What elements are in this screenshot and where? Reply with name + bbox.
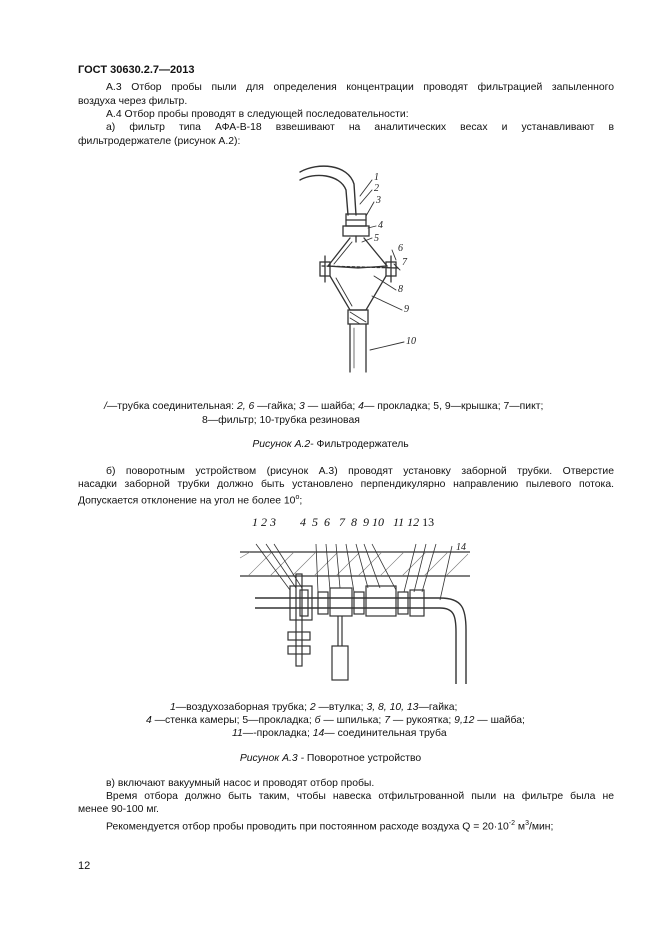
figure-a3-caption: Рисунок А.3 - Поворотное устройство <box>239 753 422 764</box>
callout-4: 4 <box>378 220 383 231</box>
page-number: 12 <box>78 860 91 872</box>
paragraph-b-tolerance: Допускается отклонение на угол не более $10^о$; <box>78 494 303 507</box>
callout-2: 2 <box>374 183 379 194</box>
figure-a3-legend-line3: 11—-прокладка; 14— соединительная трубa <box>232 728 447 739</box>
callout-6: 6 <box>398 243 403 254</box>
paragraph-a4a-cont: фильтродержателе (рисунок А.2): <box>78 136 241 147</box>
paragraph-time: Время отбора должно быть таким, чтобы навеска отфильтрованной пыли на фильтре была не <box>106 791 614 802</box>
figure-a3-drawing <box>0 534 661 684</box>
paragraph-a4a: а) фильтр типа АФА-В-18 взвешивают на аналитических весах и устанавливают в <box>106 122 614 133</box>
figure-a2-drawing <box>0 150 661 410</box>
callout-10: 10 <box>406 336 416 347</box>
callout-1: 1 <box>374 172 379 183</box>
callout-14: 14 <box>456 542 466 553</box>
paragraph-time-cont: менее 90-100 мг. <box>78 804 159 815</box>
callout-7: 7 <box>402 257 407 268</box>
callout-5: 5 <box>374 233 379 244</box>
figure-a3-legend-line2: 4 —стенка камеры; 5—прокладка; б — шпилька; 7 — рукоятка; 9,12 — шайба; <box>146 715 525 726</box>
callout-8: 8 <box>398 284 403 295</box>
figure-a2-legend-line1: /—трубка соединительная: 2, 6 —гайка; 3 — шайба; 4— прокладка; 5, 9—крышка; 7—пикт; <box>104 401 544 412</box>
figure-a3-top-numbers: 1 2 3 4 5 6 7 8 9 10 11 12 13 <box>252 515 435 529</box>
paragraph-flow: Рекомендуется отбор пробы проводить при постоянном расходе воздуха $Q = 20\cdot 10^{-2}$ $м^3$/мин; <box>106 820 554 833</box>
paragraph-b-cont: насадки заборной трубки должно быть установлено перпендикулярно направлению пылевого потока. <box>78 479 614 490</box>
figure-a2-legend-line2: 8—фильтр; 10-трубка резиновая <box>202 415 360 426</box>
paragraph-a4: А.4 Отбор пробы проводят в следующей последовательности: <box>106 109 409 120</box>
callout-3: 3 <box>376 195 381 206</box>
callout-9: 9 <box>404 304 409 315</box>
paragraph-a3-cont: воздуха через фильтр. <box>78 96 188 107</box>
figure-a2-caption: Рисунок А.2- Фильтродержатель <box>252 439 409 450</box>
paragraph-b: б) поворотным устройством (рисунок А.3) проводят установку заборной трубки. Отверстие <box>106 466 614 477</box>
figure-a3-legend-line1: 1—воздухозаборная трубка; 2 —втулка; 3, 8, 10, 13—гайка; <box>170 702 458 713</box>
document-code: ГОСТ 30630.2.7—2013 <box>78 64 195 76</box>
paragraph-c: в) включают вакуумный насос и проводят отбор пробы. <box>106 778 375 789</box>
paragraph-a3: А.3 Отбор пробы пыли для определения концентрации проводят фильтрацией запыленного <box>106 82 614 93</box>
